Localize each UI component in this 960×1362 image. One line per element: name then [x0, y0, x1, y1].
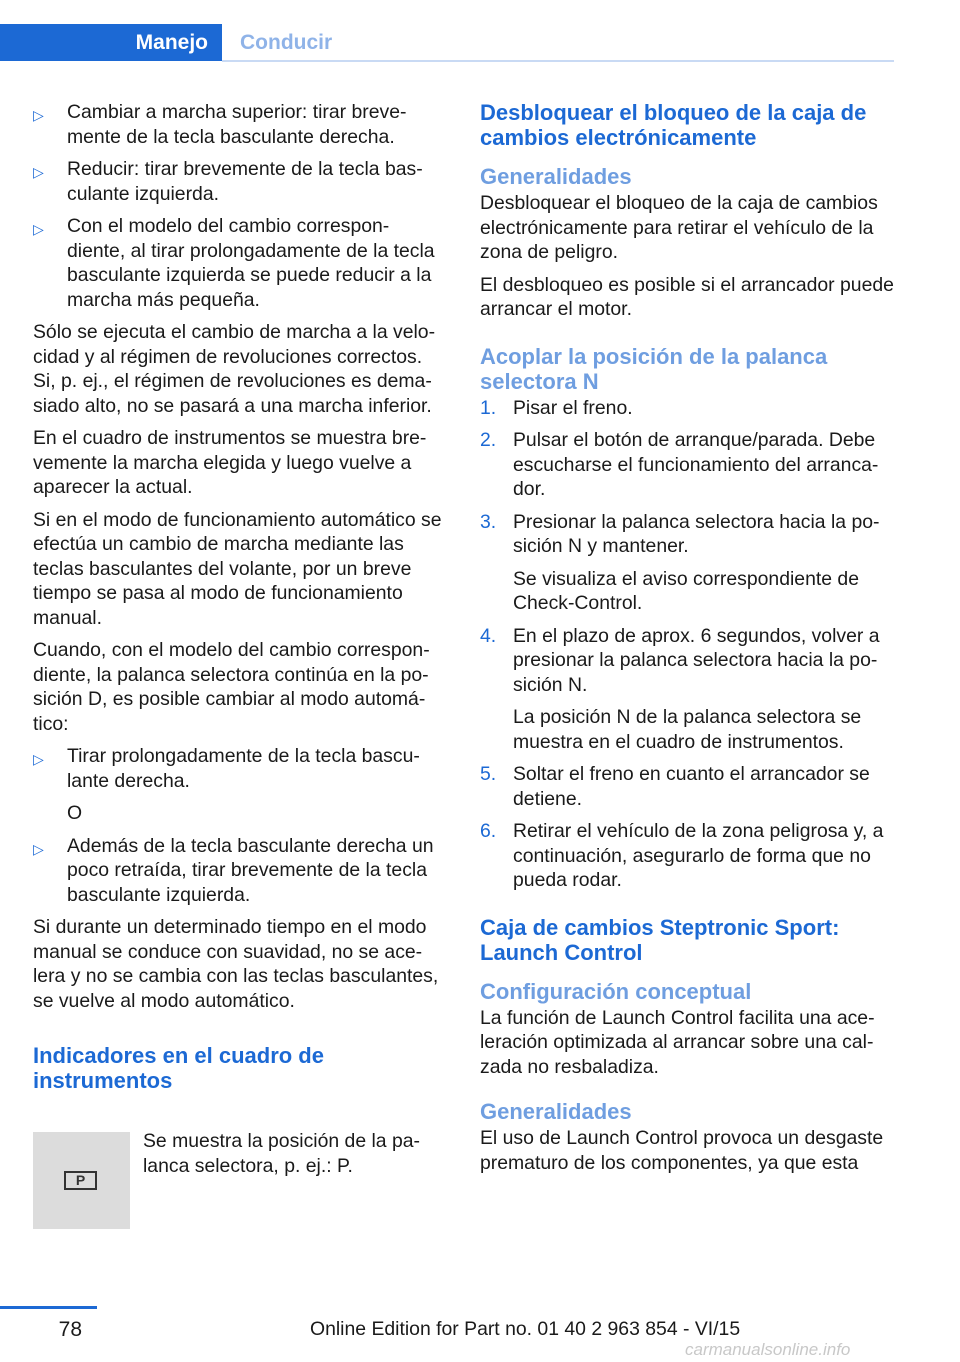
list-item: ▷ Con el modelo del cambio correspon-diente, al tirar prolongadamente de la tecla basculante izquierda se puede reducir a la marcha más pequeña.	[33, 215, 435, 311]
list-item: 6. Retirar el vehículo de la zona peligrosa y, a continuación, asegurarlo de forma que no pueda rodar.	[480, 820, 884, 891]
paragraph: El desbloqueo es posible si el arrancador puede arrancar el motor.	[480, 273, 894, 320]
display-caption: Se muestra la posición de la pa-lanca selectora, p. ej.: P.	[143, 1130, 421, 1177]
triangle-bullet-icon: ▷	[33, 751, 44, 767]
tab-conducir[interactable]: Conducir	[222, 24, 894, 61]
tab-manejo[interactable]: Manejo	[0, 24, 222, 61]
instrument-display-image	[33, 1132, 130, 1229]
edition-text: Online Edition for Part no. 01 40 2 963 854 - VI/15	[310, 1318, 741, 1340]
footer-divider	[0, 1306, 97, 1309]
paragraph: En el cuadro de instrumentos se muestra bre-vemente la marcha elegida y luego vuelve a aparecer la actual.	[33, 427, 427, 498]
step-note: Se visualiza el aviso correspondiente de Check-Control.	[513, 567, 860, 614]
paragraph: El uso de Launch Control provoca un desgaste prematuro de los componentes, ya que esta	[480, 1127, 884, 1174]
heading-unlock: Desbloquear el bloqueo de la caja de cambios electrónicamente	[480, 100, 867, 150]
gear-p-icon: P	[64, 1171, 97, 1190]
paragraph: Desbloquear el bloqueo de la caja de cambios electrónicamente para retirar el vehículo de la zona de peligro.	[480, 192, 878, 263]
subheading-concept: Configuración conceptual	[480, 978, 752, 1004]
right-column	[480, 100, 895, 1183]
heading-indicators: Indicadores en el cuadro de instrumentos	[33, 1043, 324, 1093]
watermark: carmanualsonline.info	[685, 1340, 851, 1359]
triangle-bullet-icon: ▷	[33, 221, 44, 237]
list-item: 3. Presionar la palanca selectora hacia la po-sición N y mantener.	[480, 510, 880, 557]
subheading-general: Generalidades	[480, 1099, 632, 1124]
triangle-bullet-icon: ▷	[33, 840, 44, 857]
list-item: 2. Pulsar el botón de arranque/parada. Debe escucharse el funcionamiento del arranca-dor.	[480, 429, 879, 500]
list-item: 1. Pisar el freno.	[480, 396, 633, 419]
paragraph: Sólo se ejecuta el cambio de marcha a la velo-cidad y al régimen de revoluciones correctos. Si, p. ej., el régimen de revoluciones es dema-siado alto, no se pasará a una marcha inferior.	[33, 321, 436, 417]
triangle-bullet-icon: ▷	[33, 164, 44, 180]
heading-launch-control: Caja de cambios Steptronic Sport: Launch Control	[480, 914, 840, 965]
subheading-engage: Acoplar la posición de la palanca selectora N	[480, 343, 828, 394]
step-note: La posición N de la palanca selectora se muestra en el cuadro de instrumentos.	[513, 706, 862, 753]
paragraph: Si durante un determinado tiempo en el modo manual se conduce con suavidad, no se ace-lera y no se cambia con las teclas basculantes, se vuelve al modo automático.	[33, 916, 439, 1012]
list-item: 4. En el plazo de aprox. 6 segundos, volver a presionar la palanca selectora hacia la po-sición N.	[480, 624, 880, 696]
list-item: ▷ Tirar prolongadamente de la tecla bascu-lante derecha.	[33, 745, 420, 792]
paragraph: La función de Launch Control facilita una ace-leración optimizada al arrancar sobre una cal-zada no resbaladiza.	[480, 1006, 875, 1078]
list-item: 5. Soltar el freno en cuanto el arrancador se detiene.	[480, 763, 870, 810]
header-divider	[222, 60, 894, 62]
paragraph: Si en el modo de funcionamiento automático se efectúa un cambio de marcha mediante las teclas basculantes del volante, por un breve tiempo se pasa al modo de funcionamiento manual.	[33, 508, 442, 629]
subheading-general: Generalidades	[480, 164, 632, 189]
triangle-bullet-icon: ▷	[33, 107, 44, 123]
paragraph: Cuando, con el modelo del cambio correspon-diente, la palanca selectora continúa en la po-sición D, es posible cambiar al modo automá-tico:	[33, 639, 430, 735]
list-item: ▷ Cambiar a marcha superior: tirar breve-mente de la tecla basculante derecha.	[33, 101, 407, 148]
list-item: ▷ Además de la tecla basculante derecha un poco retraída, tirar brevemente de la tecla basculante izquierda.	[33, 834, 434, 906]
page-number: 78	[58, 1318, 82, 1341]
left-column	[33, 100, 443, 1107]
list-item: ▷ Reducir: tirar brevemente de la tecla bas-culante izquierda.	[33, 158, 423, 205]
header	[0, 0, 960, 62]
or-text: O	[67, 802, 83, 824]
